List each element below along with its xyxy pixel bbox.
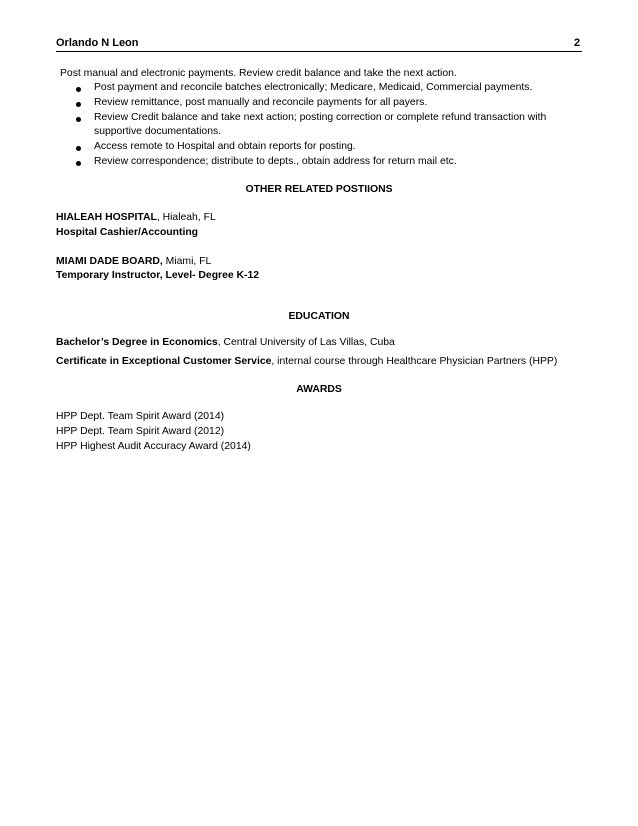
bullet-item: Post payment and reconcile batches electronically; Medicare, Medicaid, Commercial payments.: [94, 82, 533, 93]
award-item: HPP Dept. Team Spirit Award (2012): [56, 426, 225, 437]
award-item: HPP Dept. Team Spirit Award (2014): [56, 411, 225, 422]
job-location: Miami, FL: [162, 256, 212, 267]
job-employer-line: [56, 256, 211, 267]
header-name: Orlando N Leon: [56, 37, 139, 49]
section-heading-education: EDUCATION: [288, 311, 350, 322]
education-institution: , Central University of Las Villas, Cuba: [217, 337, 395, 348]
job-location: , Hialeah, FL: [156, 212, 216, 223]
bullet-item-continuation: supportive documentations.: [94, 126, 222, 137]
job-employer: HIALEAH HOSPITAL: [56, 212, 157, 223]
bullet-icon: [76, 161, 81, 166]
bullet-icon: [76, 87, 81, 92]
section-heading-awards: AWARDS: [296, 384, 342, 395]
job-employer-line: [56, 212, 216, 223]
job-title: Hospital Cashier/Accounting: [56, 227, 199, 238]
bullet-icon: [76, 146, 81, 151]
bullet-item: Review remittance, post manually and reconcile payments for all payers.: [94, 97, 428, 108]
education-institution: , internal course through Healthcare Physician Partners (HPP): [271, 356, 558, 367]
header-rule: [56, 51, 582, 52]
section-heading-other-positions: OTHER RELATED POSTIIONS: [245, 184, 393, 195]
education-item: [56, 356, 557, 367]
bullet-item: Review Credit balance and take next action; posting correction or complete refund transaction with: [94, 112, 547, 123]
bullet-item: Review correspondence; distribute to depts., obtain address for return mail etc.: [94, 156, 457, 167]
job-employer: MIAMI DADE BOARD,: [56, 256, 163, 267]
bullet-icon: [76, 102, 81, 107]
award-item: HPP Highest Audit Accuracy Award (2014): [56, 441, 251, 452]
intro-line: Post manual and electronic payments. Review credit balance and take the next action.: [60, 68, 457, 79]
bullet-item: Access remote to Hospital and obtain reports for posting.: [94, 141, 356, 152]
page-number: 2: [574, 37, 581, 49]
job-title: Temporary Instructor, Level- Degree K-12: [56, 270, 260, 281]
education-degree: Bachelor’s Degree in Economics: [56, 337, 218, 348]
education-degree: Certificate in Exceptional Customer Service: [56, 356, 272, 367]
bullet-icon: [76, 117, 81, 122]
education-item: [56, 337, 395, 348]
